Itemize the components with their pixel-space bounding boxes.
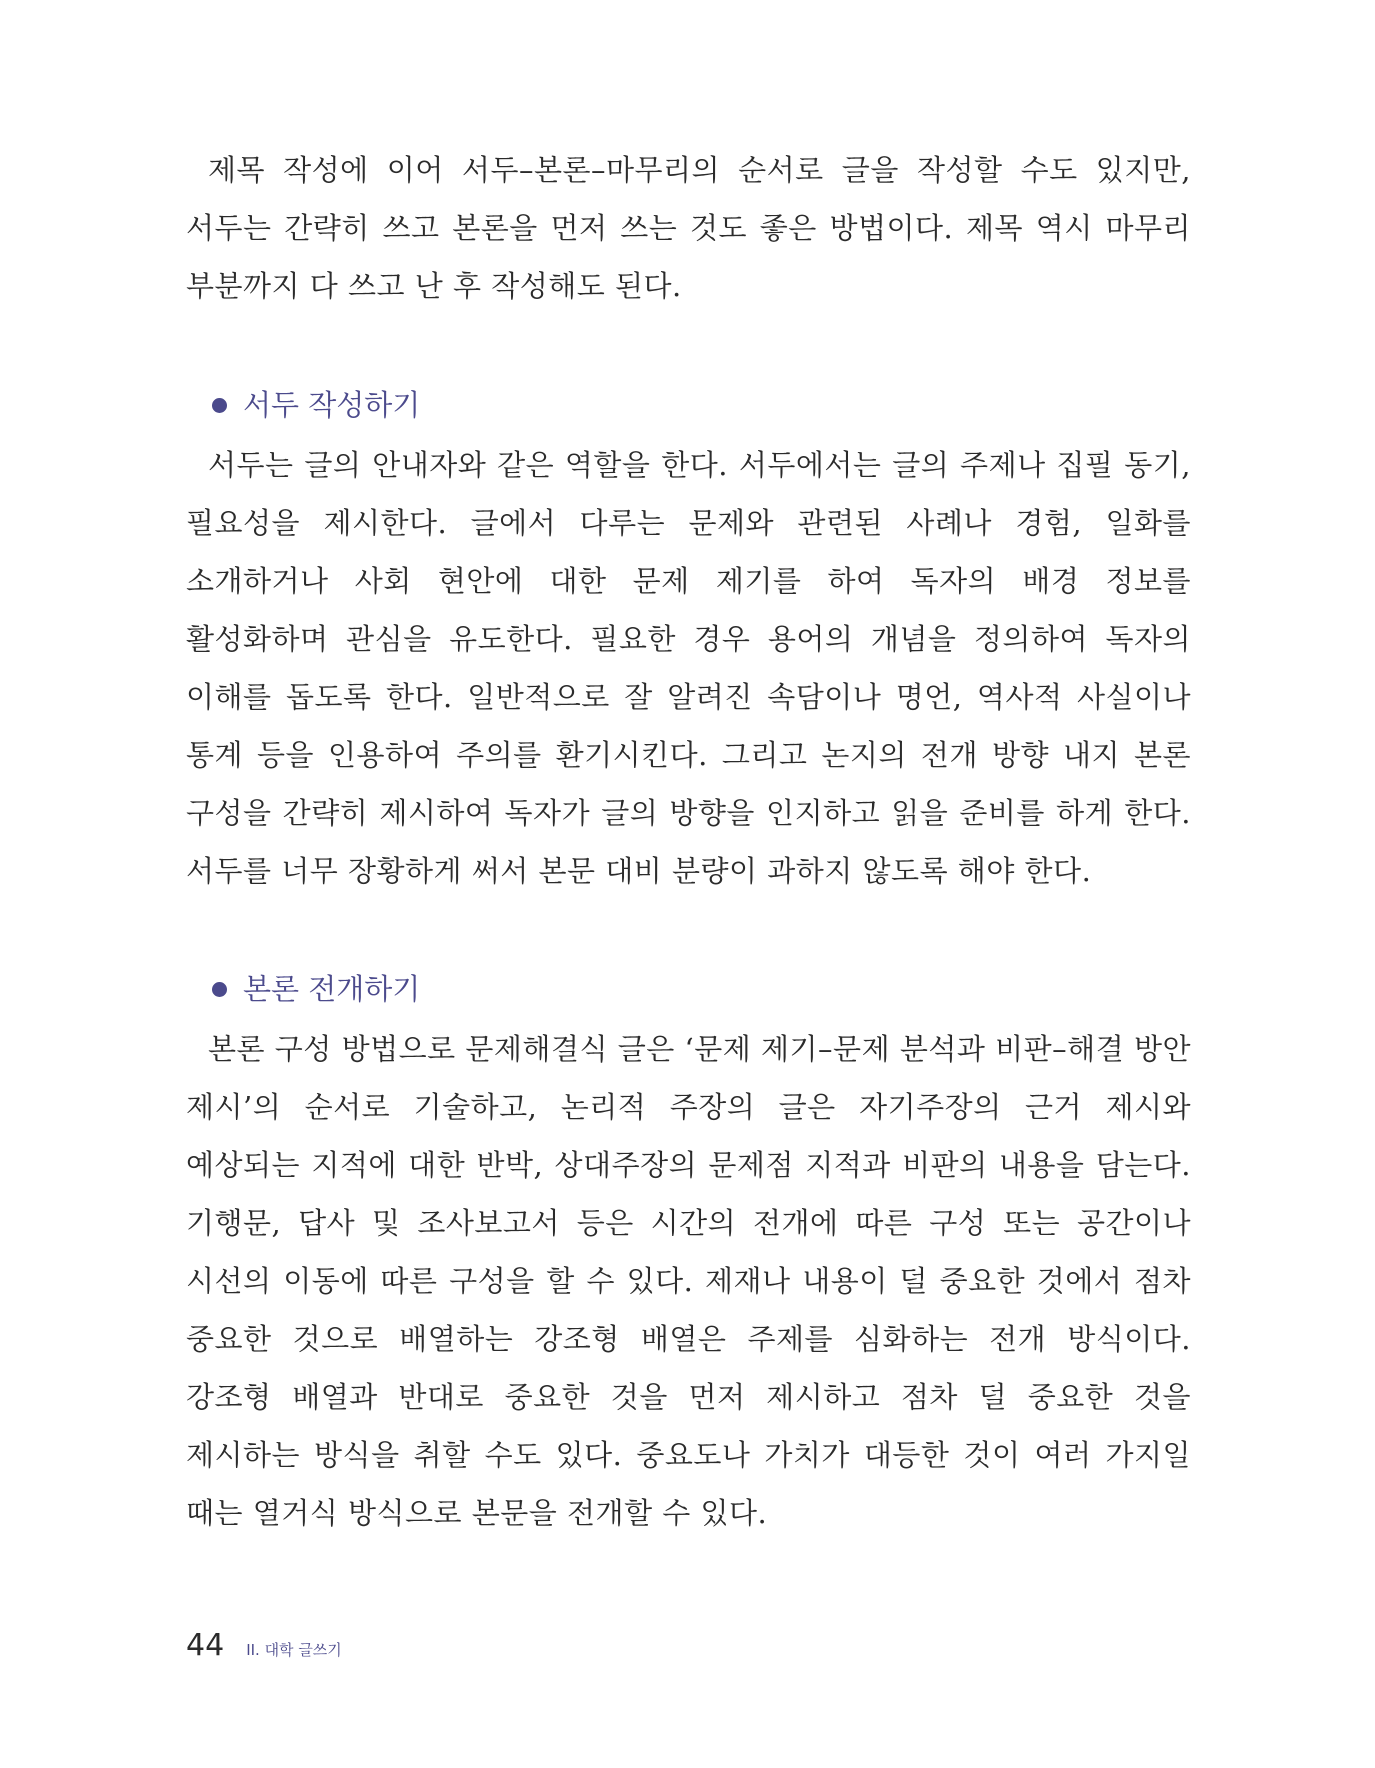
running-head: II. 대학 글쓰기 xyxy=(246,1641,342,1659)
section-heading-body-label: 본론 전개하기 xyxy=(243,972,421,1006)
section-body-text-block xyxy=(186,1020,1191,1542)
section-intro-text-block xyxy=(186,436,1191,900)
intro-paragraph: 제목 작성에 이어 서두–본론–마무리의 순서로 글을 작성할 수도 있지만, 서두는 간략히 쓰고 본론을 먼저 쓰는 것도 좋은 방법이다. 제목 역시 마무리 부분까지 다 쓰고 난 후 작성해도 된다. xyxy=(186,153,1191,303)
section-intro-paragraph: 서두는 글의 안내자와 같은 역할을 한다. 서두에서는 글의 주제나 집필 동기, 필요성을 제시한다. 글에서 다루는 문제와 관련된 사례나 경험, 일화를 소개하거나 사회 현안에 대한 문제 제기를 하여 독자의 배경 정보를 활성화하며 관심을 유도한다. 필요한 경우 용어의 개념을 정의하여 독자의 이해를 돕도록 한다. 일반적으로 잘 알려진 속담이나 명언, 역사적 사실이나 통계 등을 인용하여 주의를 환기시킨다. 그리고 논지의 전개 방향 내지 본론 구성을 간략히 제시하여 독자가 글의 방향을 인지하고 읽을 준비를 하게 한다. 서두를 너무 장황하게 써서 본문 대비 분량이 과하지 않도록 해야 한다. xyxy=(186,448,1191,888)
section-heading-intro xyxy=(212,385,420,425)
intro-text-block xyxy=(186,141,1191,315)
bullet-icon xyxy=(212,398,227,413)
section-body-paragraph: 본론 구성 방법으로 문제해결식 글은 ‘문제 제기–문제 분석과 비판–해결 방안 제시’의 순서로 기술하고, 논리적 주장의 글은 자기주장의 근거 제시와 예상되는 지적에 대한 반박, 상대주장의 문제점 지적과 비판의 내용을 담는다. 기행문, 답사 및 조사보고서 등은 시간의 전개에 따른 구성 또는 공간이나 시선의 이동에 따른 구성을 할 수 있다. 제재나 내용이 덜 중요한 것에서 점차 중요한 것으로 배열하는 강조형 배열은 주제를 심화하는 전개 방식이다. 강조형 배열과 반대로 중요한 것을 먼저 제시하고 점차 덜 중요한 것을 제시하는 방식을 취할 수도 있다. 중요도나 가치가 대등한 것이 여러 가지일 때는 열거식 방식으로 본문을 전개할 수 있다. xyxy=(186,1032,1191,1530)
section-heading-intro-label: 서두 작성하기 xyxy=(243,388,421,422)
page-footer xyxy=(186,1628,342,1663)
bullet-icon xyxy=(212,982,227,997)
page-number: 44 xyxy=(186,1628,225,1663)
section-heading-body xyxy=(212,969,420,1009)
